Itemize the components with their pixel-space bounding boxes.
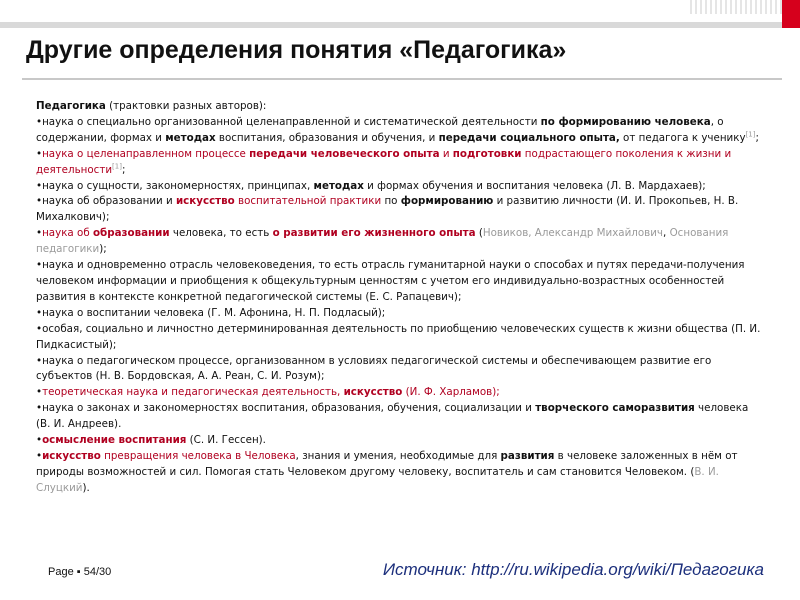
definition-4 [36,194,764,226]
text: , знания и умения, необходимые для [295,449,501,462]
link-text-bold[interactable]: передачи человеческого опыта [249,147,440,160]
text: и развитию личности (И. И. Прокопьев, Н. В. Михалкович); [36,195,739,224]
definition-6: •наука и одновременно отрасль человековедения, то есть отрасль гуманитарной науки о способах и путях передачи-получения человеком информации и приобщения к общекультурным ценностям с учетом его индивидуально-возрастных особенностей развития в контексте конкретной педагогической системы (Е. С. Рапацевич); [36,259,745,303]
text-bold: методах [313,179,364,192]
top-bar-background [0,0,800,22]
text: (С. И. Гессен). [186,434,266,447]
bullet: • [36,449,43,462]
title-divider [22,78,782,80]
text: по [381,195,401,208]
bullet: • [36,147,43,160]
definition-1 [36,115,764,147]
link-text[interactable]: и [439,147,453,160]
bullet: • [36,386,43,399]
text-bold: передачи социального опыта, [438,131,620,144]
top-rule [0,22,800,28]
bullet: • [36,434,43,447]
slide-content [36,99,764,497]
link-text[interactable]: наука о целенаправленном процессе [42,147,250,160]
text: ( [475,227,483,240]
definition-9: •наука о педагогическом процессе, организованном в условиях педагогической системы и обеспечивающем развитие его субъектов (Н. В. Бордовская, А. А. Реан, С. И. Розум); [36,354,712,383]
link-text[interactable]: воспитательной практики [234,195,382,208]
definition-13 [36,449,764,497]
text: ; [121,163,126,176]
definition-8: •особая, социально и личностно детерминированная деятельность по приобщению человеческих существ к жизни общества (П. И. Пидкасистый); [36,322,761,351]
text-bold: творческого саморазвития [535,402,695,415]
text: человека, то есть [169,227,273,240]
text: ; [755,131,759,144]
text: •наука о специально организованной целенаправленной и систематической деятельности [36,115,541,128]
link-text-bold[interactable]: искусство [175,195,235,208]
author-link[interactable]: Новиков, Александр Михайлович [482,227,664,240]
intro-bold: Педагогика [36,100,106,112]
source-citation[interactable]: Источник: http://ru.wikipedia.org/wiki/Педагогика [382,560,764,579]
text: , о содержании, формах и [36,115,724,144]
intro-rest: (трактовки разных авторов): [105,100,267,112]
link-text-bold[interactable]: искусство [42,449,101,462]
link-text[interactable]: наука об [42,227,93,240]
text: человека (В. И. Андреев). [36,402,749,431]
definition-5 [36,226,764,258]
definition-11 [36,401,764,433]
link-text-bold[interactable]: образовании [92,227,170,240]
link-text[interactable]: теоретическая наука и педагогическая деятельность, [42,386,344,399]
definition-3 [36,179,764,195]
text: воспитания, образования и обучения, и [215,131,439,144]
definition-2 [36,147,764,179]
link-text-bold[interactable]: подготовки [452,147,522,160]
link-text-bold[interactable]: осмысление воспитания [42,434,187,447]
link-text-bold[interactable]: о развитии его жизненного опыта [272,227,476,240]
text-bold: по формированию человека [540,115,711,128]
text: •наука о законах и закономерностях воспитания, образования, обучения, социализации и [36,402,536,415]
text: •наука о сущности, закономерностях, принципах, [36,179,314,192]
link-text[interactable]: превращения человека в Человека [100,449,296,462]
text: ); [99,243,107,256]
definition-10 [36,385,764,401]
link-text-bold[interactable]: искусство [343,386,403,399]
link-text[interactable]: подрастающего поколения к жизни и деятельности [36,147,732,176]
text-bold: методах [165,131,216,144]
page-indicator [48,566,111,578]
text: от педагога к ученику [619,131,746,144]
book-link[interactable]: Основания педагогики [36,227,729,256]
text: ). [82,481,90,494]
page-separator: ▪ [76,566,81,578]
footnote-ref[interactable]: [1] [745,130,756,139]
text: и формах обучения и воспитания человека (Л. В. Мардахаев); [363,179,706,192]
author-link[interactable]: В. И. Слуцкий [36,465,719,494]
intro-line [36,99,764,115]
footnote-ref[interactable]: [1] [112,162,122,171]
link-text[interactable]: (И. Ф. Харламов); [402,386,500,399]
top-accent-block [782,0,800,28]
slide-title: Другие определения понятия «Педагогика» [26,36,567,64]
definition-7: •наука о воспитании человека (Г. М. Афонина, Н. П. Подласый); [36,306,386,319]
text: •наука об образовании и [36,195,176,208]
text: , [663,227,670,240]
text-bold: развития [500,449,555,462]
definition-12 [36,433,764,449]
text: в человеке заложенных в нём от природы возможностей и сил. Помогая стать Человеком другому человеку, воспитатель и сам становится Человеком. ( [36,449,738,478]
page-label: Page [48,566,74,578]
text-bold: формированию [400,195,494,208]
top-decoration [0,0,800,22]
page-number: 54/30 [83,566,112,578]
bullet: • [36,227,43,240]
